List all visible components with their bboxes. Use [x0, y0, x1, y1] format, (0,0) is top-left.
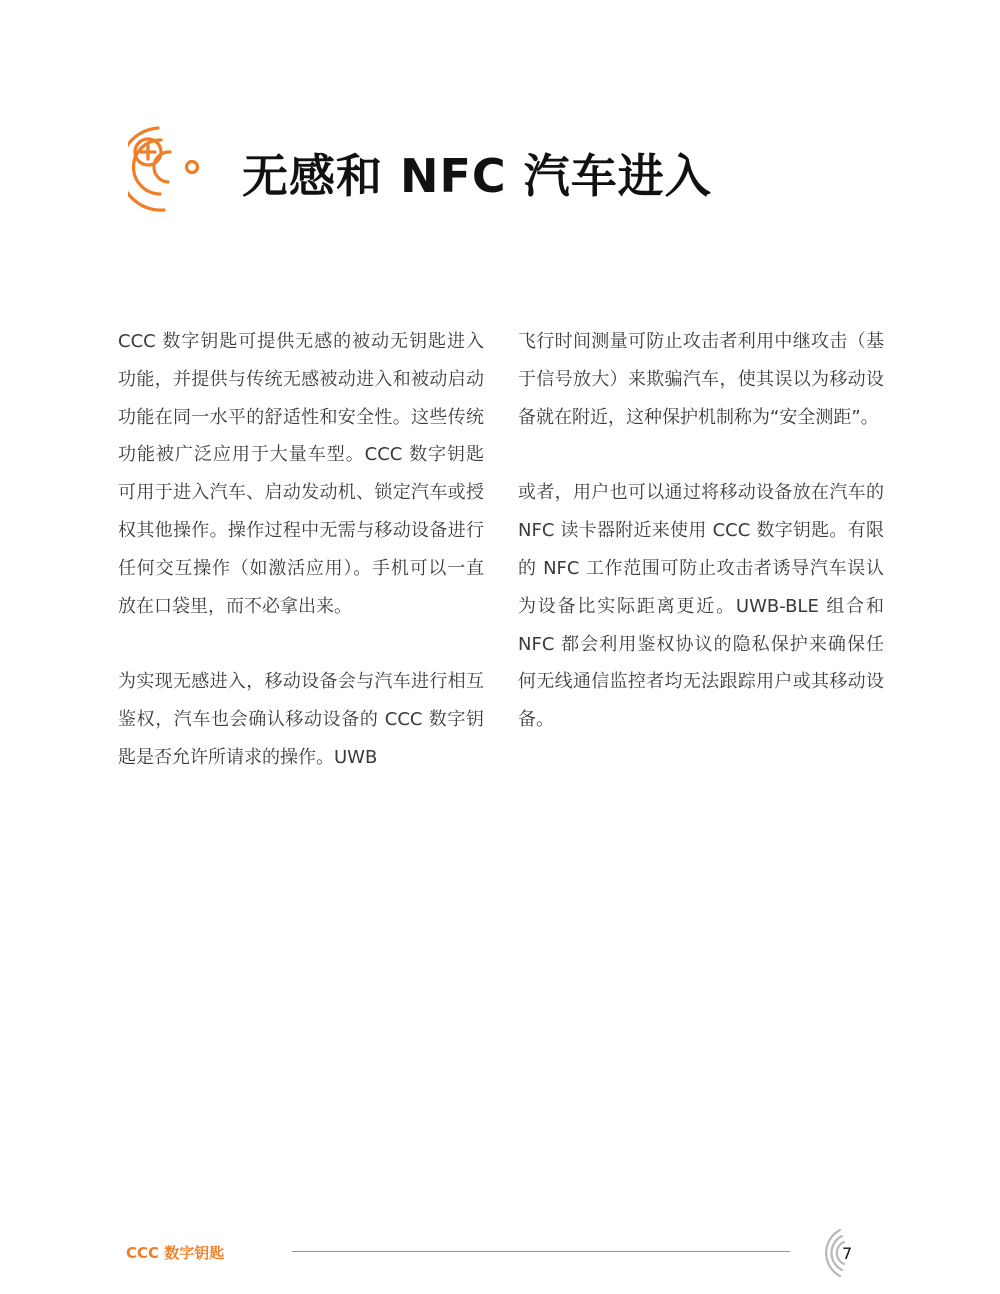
- paragraph: 飞行时间测量可防止攻击者利用中继攻击（基于信号放大）来欺骗汽车，使其误以为移动设备就在附近，这种保护机制称为“安全测距”。: [518, 331, 884, 428]
- paragraph: CCC 数字钥匙可提供无感的被动无钥匙进入功能，并提供与传统无感被动进入和被动启动功能在同一水平的舒适性和安全性。这些传统功能被广泛应用于大量车型。CCC 数字钥匙可用于进入汽车、启动发动机、锁定汽车或授权其他操作。操作过程中无需与移动设备进行任何交互操作（如激活应用）。手机可以一直放在口袋里，而不必拿出来。: [118, 331, 484, 617]
- keyless-signal-icon: [128, 122, 208, 214]
- right-column: [518, 323, 884, 739]
- footer-label: CCC 数字钥匙: [126, 1244, 225, 1262]
- left-column: [118, 323, 484, 777]
- page-number: 7: [842, 1244, 853, 1263]
- paragraph: 或者，用户也可以通过将移动设备放在汽车的 NFC 读卡器附近来使用 CCC 数字钥匙。有限的 NFC 工作范围可防止攻击者诱导汽车误认为设备比实际距离更近。UWB-BLE 组合和 NFC 都会利用鉴权协议的隐私保护来确保任何无线通信监控者均无法跟踪用户或其移动设备。: [518, 482, 884, 731]
- paragraph: 为实现无感进入，移动设备会与汽车进行相互鉴权，汽车也会确认移动设备的 CCC 数字钥匙是否允许所请求的操作。UWB: [118, 671, 484, 768]
- page-title: 无感和 NFC 汽车进入: [242, 149, 712, 203]
- footer-divider: [292, 1251, 790, 1252]
